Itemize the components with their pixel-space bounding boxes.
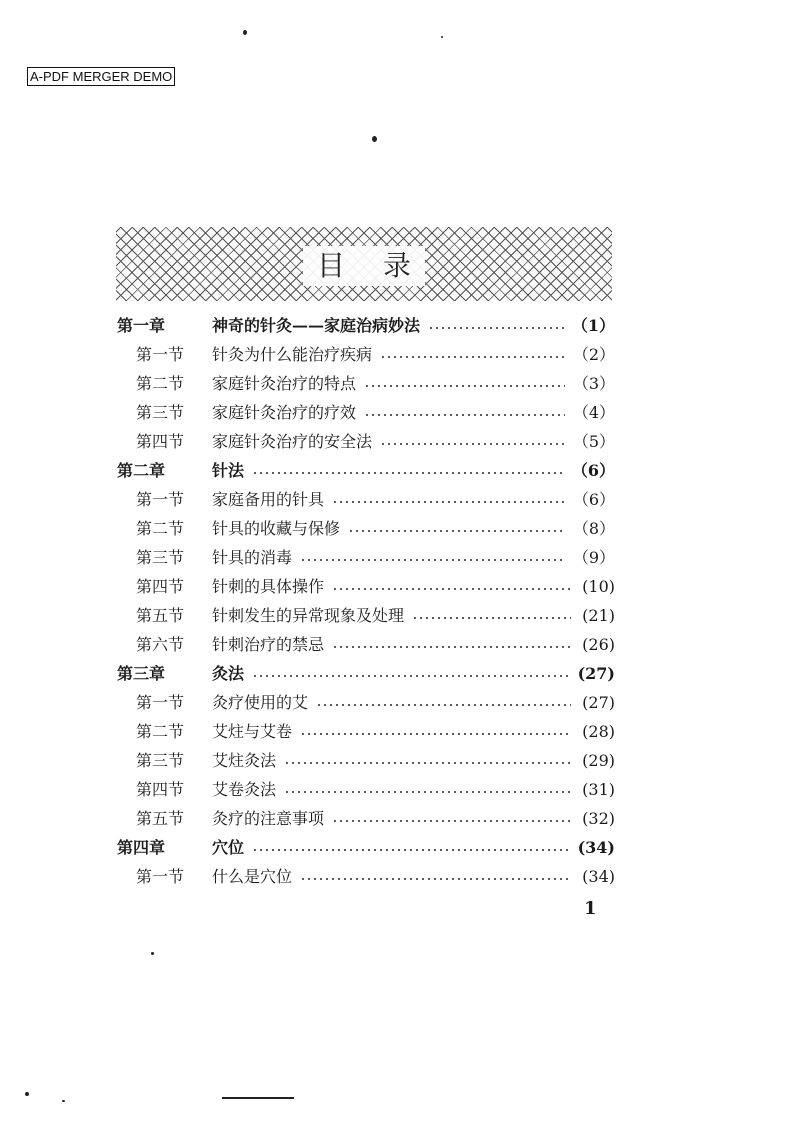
scan-speck — [62, 1100, 65, 1102]
toc-entry-page: (34) — [577, 838, 615, 857]
toc-entry-title: 灸疗的注意事项 — [212, 809, 325, 828]
toc-entry-number: 第二节 — [136, 519, 185, 538]
toc-entry-number: 第五节 — [136, 809, 185, 828]
toc-chapter-row — [117, 311, 615, 340]
footer-rule — [222, 1097, 294, 1099]
toc-entry-page: (27) — [577, 664, 615, 683]
toc-entry-title: 针灸为什么能治疗疾病 — [212, 345, 373, 364]
toc-heading-char-1: 目 — [317, 249, 346, 282]
scan-speck — [151, 952, 154, 955]
toc-entry-page: （6） — [571, 461, 615, 480]
toc-leader-dots — [412, 617, 571, 619]
toc-section-row — [117, 369, 615, 398]
toc-entry-title: 家庭备用的针具 — [212, 490, 325, 509]
toc-entry-title: 针具的消毒 — [212, 548, 293, 567]
toc-entry-title: 灸疗使用的艾 — [212, 693, 309, 712]
toc-entry-title: 针刺的具体操作 — [212, 577, 325, 596]
toc-entry-title: 灸法 — [212, 664, 245, 683]
toc-entry-number: 第三节 — [136, 548, 185, 567]
toc-leader-dots — [332, 820, 571, 822]
toc-leader-dots — [380, 356, 565, 358]
toc-leader-dots — [332, 646, 571, 648]
toc-section-row — [117, 630, 615, 659]
toc-chapter-row — [117, 456, 615, 485]
toc-entry-page: (32) — [582, 809, 615, 828]
toc-leader-dots — [380, 443, 565, 445]
toc-section-row — [117, 688, 615, 717]
toc-entry-page: （5） — [572, 432, 615, 451]
toc-entry-title: 家庭针灸治疗的安全法 — [212, 432, 373, 451]
toc-entry-page: （2） — [572, 345, 615, 364]
toc-entry-page: (28) — [582, 722, 615, 741]
toc-entry-page: （8） — [572, 519, 615, 538]
toc-entry-number: 第四节 — [136, 577, 185, 596]
toc-section-row — [117, 775, 615, 804]
toc-leader-dots — [300, 559, 565, 561]
toc-leader-dots — [300, 878, 571, 880]
toc-section-row — [117, 340, 615, 369]
toc-entry-title: 艾炷灸法 — [212, 751, 277, 770]
toc-entry-number: 第一章 — [117, 316, 166, 335]
toc-entry-number: 第四节 — [136, 432, 185, 451]
toc-entry-page: （1） — [571, 316, 615, 335]
toc-leader-dots — [252, 849, 570, 851]
table-of-contents — [117, 311, 615, 891]
toc-leader-dots — [316, 704, 571, 706]
toc-entry-number: 第三章 — [117, 664, 166, 683]
toc-entry-number: 第二节 — [136, 722, 185, 741]
toc-entry-title: 什么是穴位 — [212, 867, 293, 886]
toc-entry-page: (21) — [582, 606, 615, 625]
toc-chapter-row — [117, 659, 615, 688]
toc-entry-number: 第一节 — [136, 693, 185, 712]
scan-speck — [441, 36, 443, 38]
toc-entry-page: (10) — [582, 577, 615, 596]
toc-leader-dots — [284, 762, 571, 764]
toc-entry-title: 针刺发生的异常现象及处理 — [212, 606, 405, 625]
toc-entry-number: 第一节 — [136, 867, 185, 886]
toc-entry-number: 第四章 — [117, 838, 166, 857]
scan-speck — [243, 30, 247, 35]
toc-entry-page: （3） — [572, 374, 615, 393]
toc-entry-number: 第一节 — [136, 490, 185, 509]
toc-leader-dots — [364, 385, 565, 387]
toc-section-row — [117, 572, 615, 601]
toc-entry-number: 第一节 — [136, 345, 185, 364]
toc-entry-page: （6） — [572, 490, 615, 509]
toc-leader-dots — [284, 791, 571, 793]
toc-entry-page: (34) — [582, 867, 615, 886]
toc-entry-page: (26) — [582, 635, 615, 654]
toc-heading — [303, 246, 425, 286]
watermark-label: A-PDF MERGER DEMO — [27, 67, 175, 86]
toc-section-row — [117, 485, 615, 514]
toc-section-row — [117, 717, 615, 746]
toc-entry-page: (27) — [582, 693, 615, 712]
toc-leader-dots — [364, 414, 565, 416]
toc-leader-dots — [348, 530, 565, 532]
toc-entry-title: 艾炷与艾卷 — [212, 722, 293, 741]
toc-entry-title: 家庭针灸治疗的特点 — [212, 374, 357, 393]
toc-section-row — [117, 427, 615, 456]
toc-leader-dots — [332, 501, 565, 503]
toc-entry-title: 穴位 — [212, 838, 245, 857]
toc-section-row — [117, 746, 615, 775]
toc-leader-dots — [252, 675, 570, 677]
toc-entry-page: (29) — [582, 751, 615, 770]
toc-leader-dots — [300, 733, 571, 735]
toc-entry-number: 第六节 — [136, 635, 185, 654]
toc-entry-number: 第二章 — [117, 461, 166, 480]
toc-entry-title: 针具的收藏与保修 — [212, 519, 341, 538]
toc-entry-number: 第五节 — [136, 606, 185, 625]
toc-entry-title: 家庭针灸治疗的疗效 — [212, 403, 357, 422]
toc-entry-title: 针刺治疗的禁忌 — [212, 635, 325, 654]
toc-section-row — [117, 543, 615, 572]
toc-entry-number: 第四节 — [136, 780, 185, 799]
toc-entry-title: 针法 — [212, 461, 245, 480]
scan-speck — [25, 1092, 29, 1096]
toc-entry-page: （9） — [572, 548, 615, 567]
toc-section-row — [117, 514, 615, 543]
toc-leader-dots — [252, 472, 564, 474]
toc-chapter-row — [117, 833, 615, 862]
toc-section-row — [117, 804, 615, 833]
page-number: 1 — [584, 898, 597, 919]
toc-entry-title: 艾卷灸法 — [212, 780, 277, 799]
toc-heading-char-2: 录 — [382, 249, 411, 282]
toc-entry-number: 第三节 — [136, 751, 185, 770]
scan-speck — [372, 136, 377, 142]
toc-section-row — [117, 862, 615, 891]
toc-section-row — [117, 601, 615, 630]
toc-entry-number: 第三节 — [136, 403, 185, 422]
toc-leader-dots — [332, 588, 571, 590]
toc-entry-title: 神奇的针灸——家庭治病妙法 — [212, 316, 421, 335]
toc-entry-page: (31) — [582, 780, 615, 799]
toc-entry-page: （4） — [572, 403, 615, 422]
toc-section-row — [117, 398, 615, 427]
toc-leader-dots — [428, 327, 564, 329]
toc-entry-number: 第二节 — [136, 374, 185, 393]
